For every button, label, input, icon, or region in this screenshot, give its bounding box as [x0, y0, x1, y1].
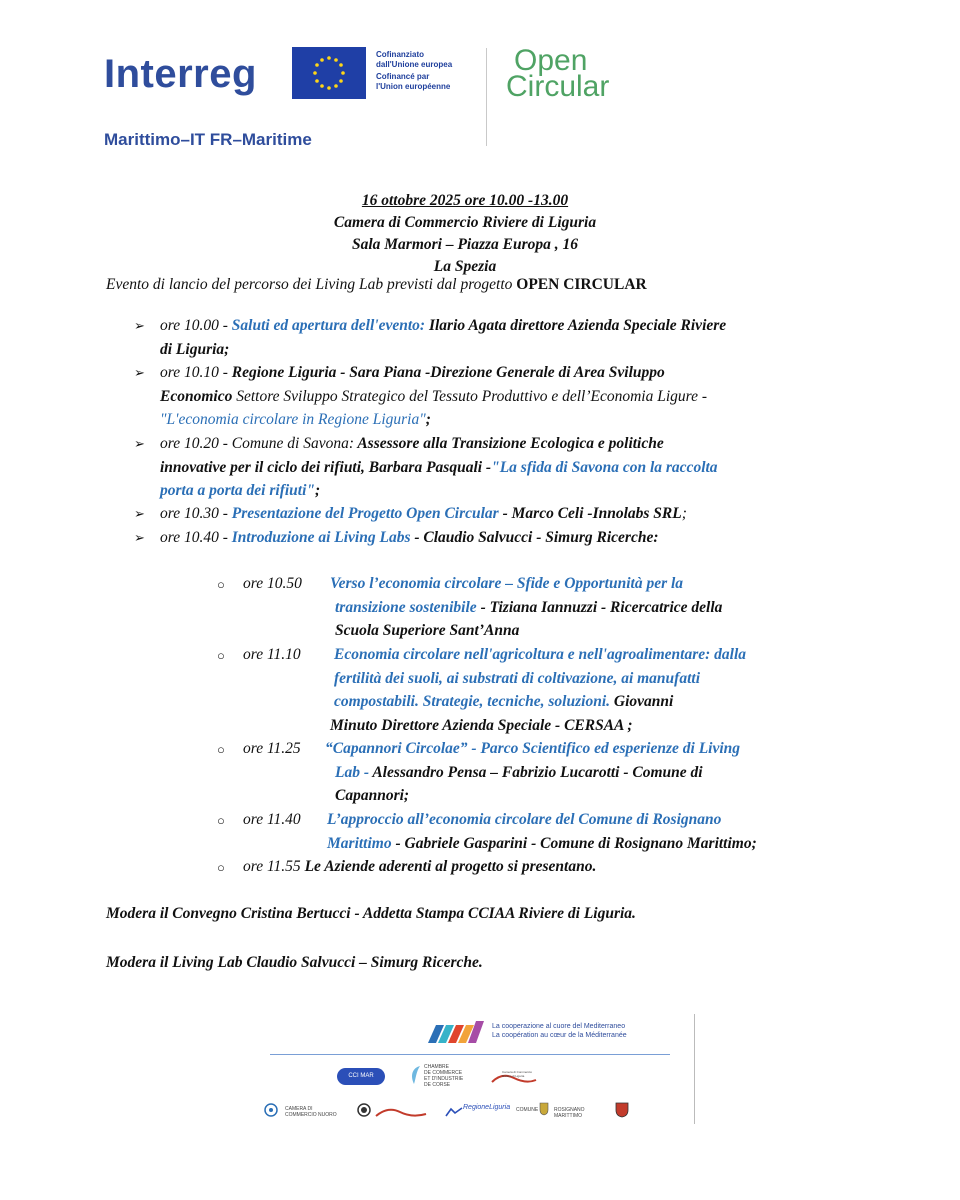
eu-flag-icon: [292, 47, 366, 99]
sub-time: ore 11.40: [243, 811, 301, 828]
regione-liguria-logo-icon: [445, 1104, 463, 1122]
regione-liguria-text: RegioneLiguria: [463, 1104, 511, 1111]
event-date: 16 ottobre 2025 ore 10.00 -13.00: [361, 192, 569, 209]
bullet-arrow-icon: ➢: [134, 436, 145, 451]
ccimar-logo: CCI MAR: [337, 1068, 385, 1085]
bullet-circle-icon: ○: [217, 860, 225, 875]
cc-riviere-text: Camera di Commercio Riviere di Liguria: [502, 1070, 533, 1078]
bullet-arrow-icon: ➢: [134, 506, 145, 521]
moderator-living-lab: Modera il Living Lab Claudio Salvucci – Simurg Ricerche.: [106, 954, 483, 971]
sub-item: ore 11.55 Le Aziende aderenti al progetto si presentano.: [243, 858, 597, 875]
program-item: ore 10.20 - Comune di Savona: Assessore alla Transizione Ecologica e politiche innovative per il ciclo dei rifiuti, Barbara Pasquali -"La sfida di Savona con la raccolta porta a porta dei rifiuti";: [160, 435, 718, 499]
cc-riviere-small-logo-icon: [374, 1102, 428, 1123]
comune-crest-icon: [539, 1102, 549, 1121]
bullet-arrow-icon: ➢: [134, 318, 145, 333]
program-item: ore 10.00 - Saluti ed apertura dell'evento: Ilario Agata direttore Azienda Speciale Riviere di Liguria;: [160, 317, 727, 358]
program-item: ore 10.40 - Introduzione ai Living Labs - Claudio Salvucci - Simurg Ricerche:: [160, 529, 659, 546]
header-divider: [486, 48, 487, 146]
footer-divider: [270, 1054, 670, 1055]
event-city: La Spezia: [433, 258, 497, 275]
sub-time: ore 11.10: [243, 646, 301, 663]
sub-item: Economia circolare nell'agricoltura e nell'agroalimentare: dalla fertilità dei suoli, ai substrati di coltivazione, ai manufatti compostabili. Strategie, tecniche, soluzioni. Giovanni Minuto Direttore Azienda Speciale - CERSAA ;: [330, 646, 747, 734]
bullet-circle-icon: ○: [217, 813, 225, 828]
bullet-arrow-icon: ➢: [134, 365, 145, 380]
seal-logo-icon: [357, 1103, 371, 1122]
moderator-convegno: Modera il Convegno Cristina Bertucci - Addetta Stampa CCIAA Riviere di Liguria.: [106, 905, 636, 922]
program-name: Marittimo–IT FR–Maritime: [104, 130, 312, 149]
program-item: ore 10.30 - Presentazione del Progetto Open Circular - Marco Celi -Innolabs SRL;: [160, 505, 687, 522]
sub-time: ore 10.50: [243, 575, 302, 592]
footer-tagline: La cooperazione al cuore del Mediterraneo La coopération au cœur de la Méditerranée: [492, 1023, 627, 1039]
cc-nuoro-logo-icon: [264, 1103, 278, 1122]
sub-item: L’approccio all’economia circolare del Comune di Rosignano Marittimo - Gabriele Gasparini - Comune di Rosignano Marittimo;: [327, 811, 757, 852]
event-room: Sala Marmori – Piazza Europa , 16: [351, 236, 579, 253]
interreg-logo: Interreg: [104, 52, 257, 96]
open-circular-logo: Open Circular: [506, 44, 610, 103]
footer-vertical-divider: [694, 1014, 695, 1124]
event-intro: Evento di lancio del percorso dei Living Lab previsti dal progetto OPEN CIRCULAR: [106, 276, 647, 293]
cc-nuoro-text: CAMERA DI COMMERCIO NUORO: [285, 1106, 337, 1118]
bullet-circle-icon: ○: [217, 577, 225, 592]
sub-time: ore 11.25: [243, 740, 301, 757]
program-item: ore 10.10 - Regione Liguria - Sara Piana -Direzione Generale di Area Sviluppo Economico Settore Sviluppo Strategico del Tessuto Produttivo e dell’Economia Ligure - "L'economia circolare in Regione Liguria";: [160, 364, 708, 428]
cci-corse-logo-icon: [408, 1064, 424, 1091]
sub-item: Verso l’economia circolare – Sfide e Opportunità per la transizione sostenibile - Tiziana Iannuzzi - Ricercatrice della Scuola Superiore Sant’Anna: [330, 575, 723, 639]
sub-item: “Capannori Circolae” - Parco Scientifico ed esperienze di Living Lab - Alessandro Pensa – Fabrizio Lucarotti - Comune di Capannori;: [325, 740, 741, 804]
comune-text: COMUNE: [516, 1107, 539, 1113]
crest-logo-icon: [614, 1100, 630, 1123]
cofinanced-text: Cofinanziato dall'Unione europea Cofinancé par l'Union européenne: [376, 50, 453, 91]
bullet-circle-icon: ○: [217, 648, 225, 663]
bullet-arrow-icon: ➢: [134, 530, 145, 545]
interreg-euromed-logo-icon: [428, 1019, 486, 1043]
cci-corse-text: CHAMBRE DE COMMERCE ET D'INDUSTRIE DE CORSE: [424, 1064, 464, 1088]
event-venue: Camera di Commercio Riviere di Liguria: [333, 214, 597, 231]
bullet-circle-icon: ○: [217, 742, 225, 757]
rosignano-text: ROSIGNANO MARITTIMO: [554, 1107, 585, 1119]
